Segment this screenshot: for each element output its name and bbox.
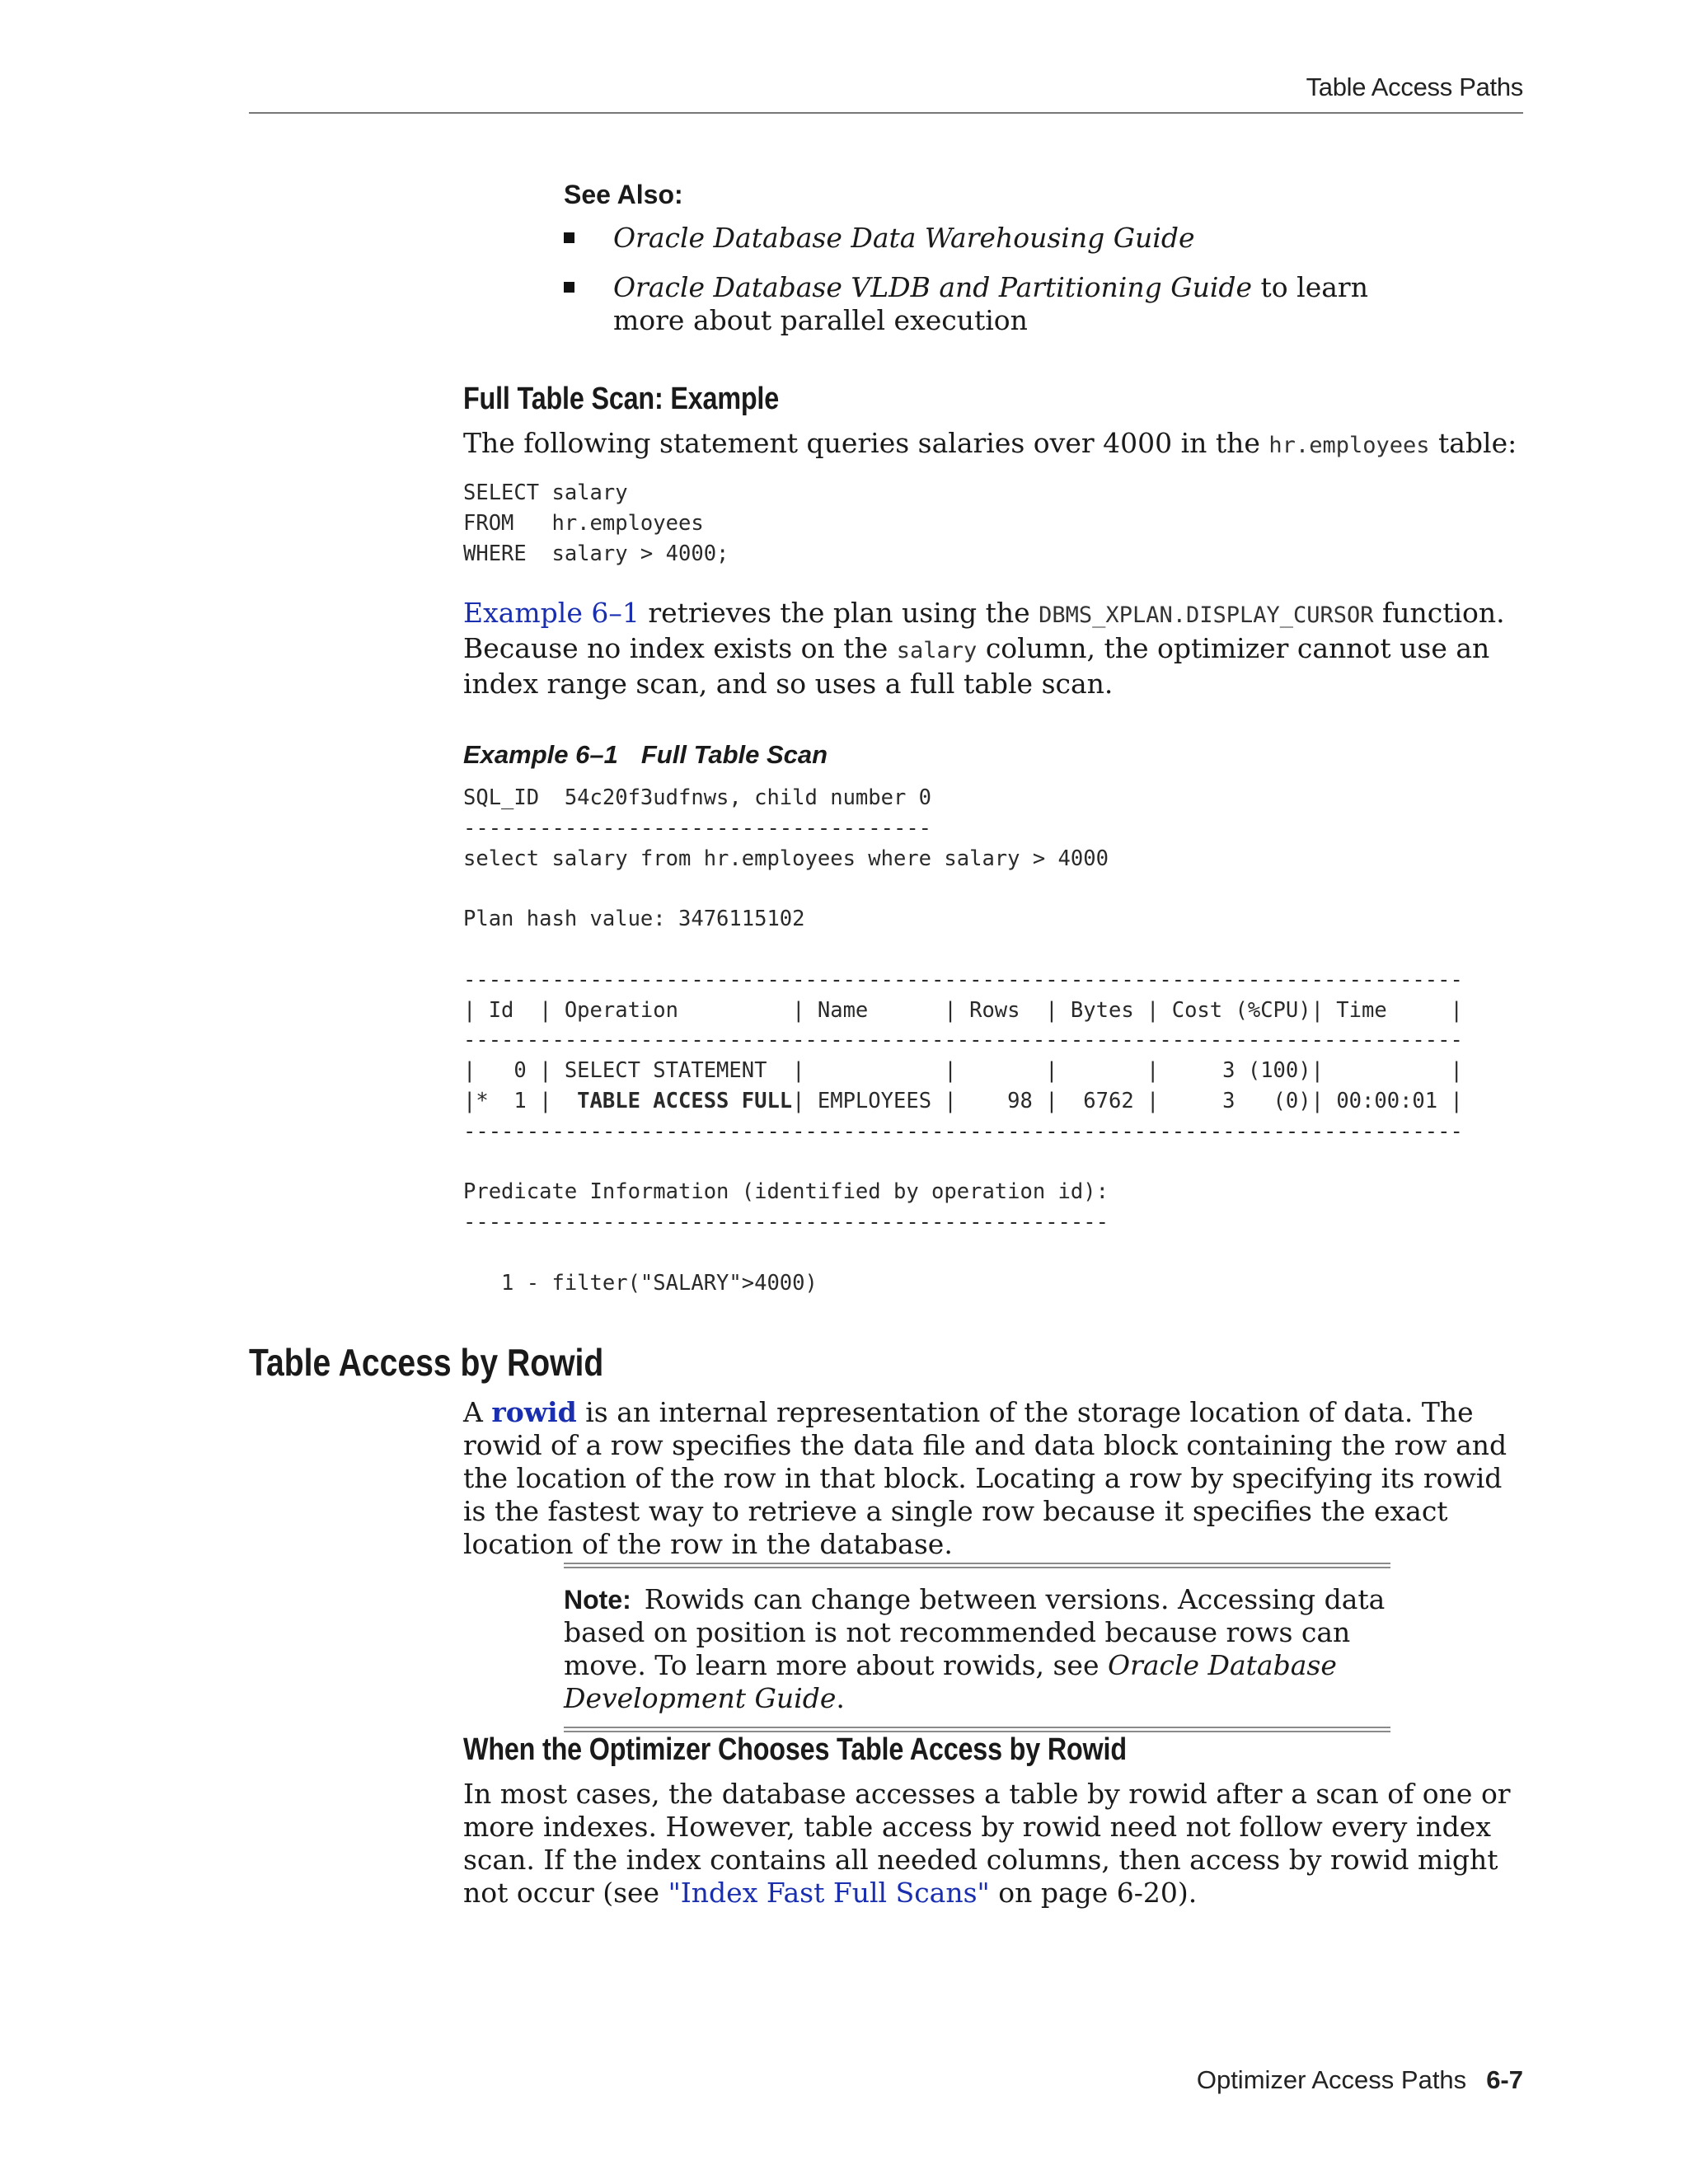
- note-top-rule: [564, 1563, 1390, 1568]
- see-also-box: [564, 180, 1421, 354]
- explain-text: function. Because no index exists on the: [463, 597, 1505, 664]
- inline-code: salary: [896, 638, 978, 663]
- page-number: 6-7: [1486, 2065, 1523, 2094]
- example-title: Full Table Scan: [640, 740, 828, 769]
- example-label: Example 6–1: [463, 740, 618, 769]
- heading-when-optimizer-chooses-rowid: When the Optimizer Chooses Table Access by Rowid: [463, 1732, 1127, 1767]
- usage-text: on page 6-20).: [989, 1877, 1198, 1909]
- note-body: [564, 1568, 1390, 1727]
- see-also-item: [564, 271, 1421, 337]
- footer-section: Optimizer Access Paths: [1196, 2065, 1467, 2094]
- paragraph-plan-explanation: [463, 597, 1526, 701]
- plan-row-suffix: | EMPLOYEES | 98 | 6762 | 3 (0)| 00:00:01 |: [792, 1088, 1463, 1113]
- heading-table-access-by-rowid: Table Access by Rowid: [249, 1341, 604, 1384]
- see-also-item-text: to learn more about parallel execution: [613, 271, 1368, 336]
- see-also-title: See Also:: [564, 180, 683, 209]
- bullet-icon: [564, 232, 574, 243]
- rowid-text: A: [463, 1396, 492, 1428]
- note-book-title[interactable]: Oracle Database Development Guide: [564, 1649, 1337, 1714]
- note-end: .: [836, 1682, 845, 1714]
- intro-text: table:: [1429, 427, 1517, 459]
- rowid-text: is an internal representation of the storage location of data. The rowid of a row specifies the data file and data block containing the row and the location of the row in that block. Locating a row by specifying its rowid is the fastest way to retrieve a single row because it specifies the exact location of the row in the database.: [463, 1396, 1507, 1560]
- note-box: [564, 1563, 1390, 1732]
- paragraph-rowid-usage: [463, 1778, 1526, 1910]
- usage-text: In most cases, the database accesses a table by rowid after a scan of one or more indexes. However, table access by rowid need not follow every index scan. If the index contains all needed columns, then access by rowid might not occur (see: [463, 1778, 1511, 1909]
- plan-code-top: SQL_ID 54c20f3udfnws, child number 0 ------------------------------------- select salary from hr.employees where salary > 4000 Plan hash value: 3476115102 ------------------------------------------------------------------------------- | Id | Operation | Name | Rows | Bytes | Cost (%CPU)| Time | ------------------------------------------------------------------------------- | 0 | SELECT STATEMENT | | | | 3 (100)| |: [463, 785, 1463, 1084]
- index-fast-full-scans-link[interactable]: "Index Fast Full Scans": [668, 1877, 990, 1909]
- see-also-list: [564, 222, 1421, 337]
- plan-code-bottom: ------------------------------------------------------------------------------- Predicate Information (identified by operation id): --------------------------------------------------- 1 - filter("SALARY">4000): [463, 1118, 1463, 1296]
- rowid-glossary-link[interactable]: rowid: [491, 1396, 577, 1428]
- see-also-item: [564, 222, 1421, 255]
- paragraph-rowid-definition: [463, 1396, 1526, 1561]
- heading-full-table-scan-example: Full Table Scan: Example: [463, 382, 780, 416]
- query-code-block: SELECT salary FROM hr.employees WHERE salary > 4000;: [463, 480, 729, 566]
- example-caption: [463, 740, 828, 770]
- note-bottom-rule: [564, 1727, 1390, 1732]
- paragraph-full-scan-intro: [463, 427, 1526, 462]
- inline-code: hr.employees: [1268, 433, 1430, 458]
- see-also-book-title[interactable]: Oracle Database VLDB and Partitioning Guide: [613, 271, 1253, 303]
- example-link[interactable]: Example 6–1: [463, 597, 640, 629]
- explain-text: retrieves the plan using the: [639, 597, 1039, 629]
- intro-text: The following statement queries salaries over 4000 in the: [463, 427, 1269, 459]
- note-text: Rowids can change between versions. Accessing data based on position is not recommended because rows can move. To learn more about rowids, see: [564, 1583, 1386, 1681]
- inline-code: DBMS_XPLAN.DISPLAY_CURSOR: [1039, 602, 1374, 628]
- plan-row-prefix: |* 1 |: [463, 1088, 578, 1113]
- page-footer: [1071, 2065, 1523, 2095]
- bullet-icon: [564, 282, 574, 293]
- running-header: Table Access Paths: [249, 73, 1523, 114]
- see-also-book-title[interactable]: Oracle Database Data Warehousing Guide: [613, 222, 1195, 254]
- note-label: Note:: [564, 1585, 631, 1615]
- plan-row-operation-bold: TABLE ACCESS FULL: [577, 1088, 793, 1113]
- explain-text: column, the optimizer cannot use an index range scan, and so uses a full table scan.: [463, 632, 1490, 700]
- execution-plan-code-block: [463, 783, 1463, 1299]
